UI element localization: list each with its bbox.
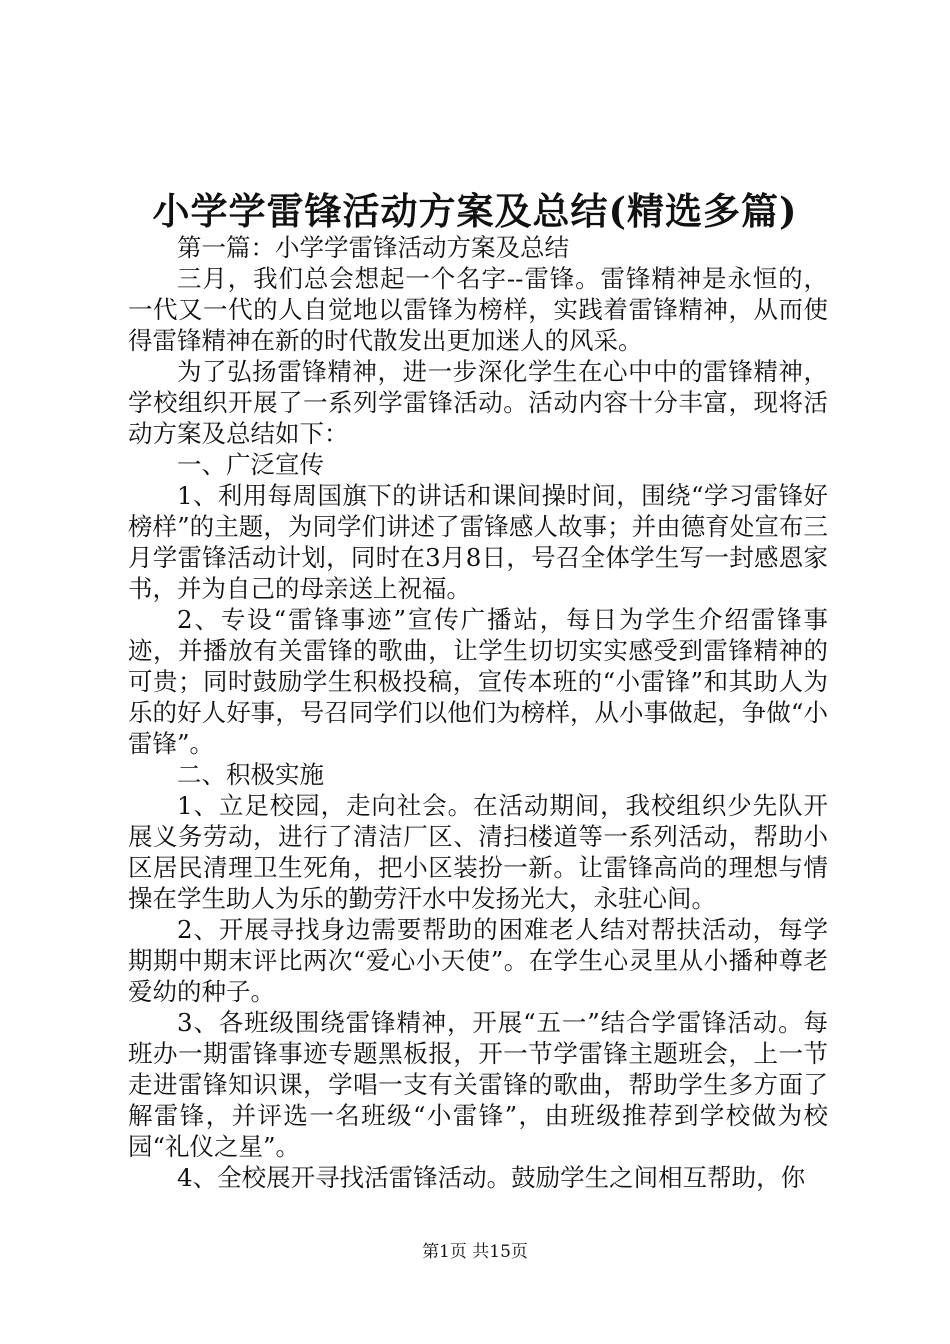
page-footer: 第1页 共15页 (422, 1242, 528, 1262)
paragraph-8: 1、立足校园，走向社会。在活动期间，我校组织少先队开展义务劳动，进行了清洁厂区、清扫楼道等一系列活动，帮助小区居民清理卫生死角，把小区装扮一新。让雷锋高尚的理想与情操在学生助人为乐的勤劳汗水中发扬光大，永驻心间。 (128, 791, 828, 913)
section-heading-2: 二、积极实施 (177, 760, 324, 789)
paragraph-1: 第一篇：小学学雷锋活动方案及总结 (177, 233, 569, 262)
paragraph-3: 为了弘扬雷锋精神，进一步深化学生在心中中的雷锋精神，学校组织开展了一系列学雷锋活动。活动内容十分丰富，现将活动方案及总结如下： (128, 357, 828, 448)
paragraph-2: 三月，我们总会想起一个名字--雷锋。雷锋精神是永恒的，一代又一代的人自觉地以雷锋为榜样，实践着雷锋精神，从而使得雷锋精神在新的时代散发出更加迷人的风采。 (128, 264, 828, 355)
paragraph-9: 2、开展寻找身边需要帮助的困难老人结对帮扶活动，每学期期中期末评比两次“爱心小天使”。在学生心灵里从小播种尊老爱幼的种子。 (128, 915, 828, 1006)
document-body (128, 232, 828, 1193)
paragraph-11: 4、全校展开寻找活雷锋活动。鼓励学生之间相互帮助，你 (177, 1163, 806, 1192)
paragraph-10: 3、各班级围绕雷锋精神，开展“五一”结合学雷锋活动。每班办一期雷锋事迹专题黑板报，开一节学雷锋主题班会，上一节走进雷锋知识课，学唱一支有关雷锋的歌曲，帮助学生多方面了解雷锋，并评选一名班级“小雷锋”，由班级推荐到学校做为校园“礼仪之星”。 (128, 1008, 828, 1161)
section-heading-1: 一、广泛宣传 (177, 450, 324, 479)
document-title: 小学学雷锋活动方案及总结(精选多篇) (152, 189, 798, 233)
paragraph-5: 1、利用每周国旗下的讲话和课间操时间，围绕“学习雷锋好榜样”的主题，为同学们讲述了雷锋感人故事；并由德育处宣布三月学雷锋活动计划，同时在3月8日，号召全体学生写一封感恩家书，并为自己的母亲送上祝福。 (128, 481, 828, 603)
paragraph-6: 2、专设“雷锋事迹”宣传广播站，每日为学生介绍雷锋事迹，并播放有关雷锋的歌曲，让学生切切实实感受到雷锋精神的可贵；同时鼓励学生积极投稿，宣传本班的“小雷锋”和其助人为乐的好人好事，号召同学们以他们为榜样，从小事做起，争做“小雷锋”。 (128, 605, 828, 758)
